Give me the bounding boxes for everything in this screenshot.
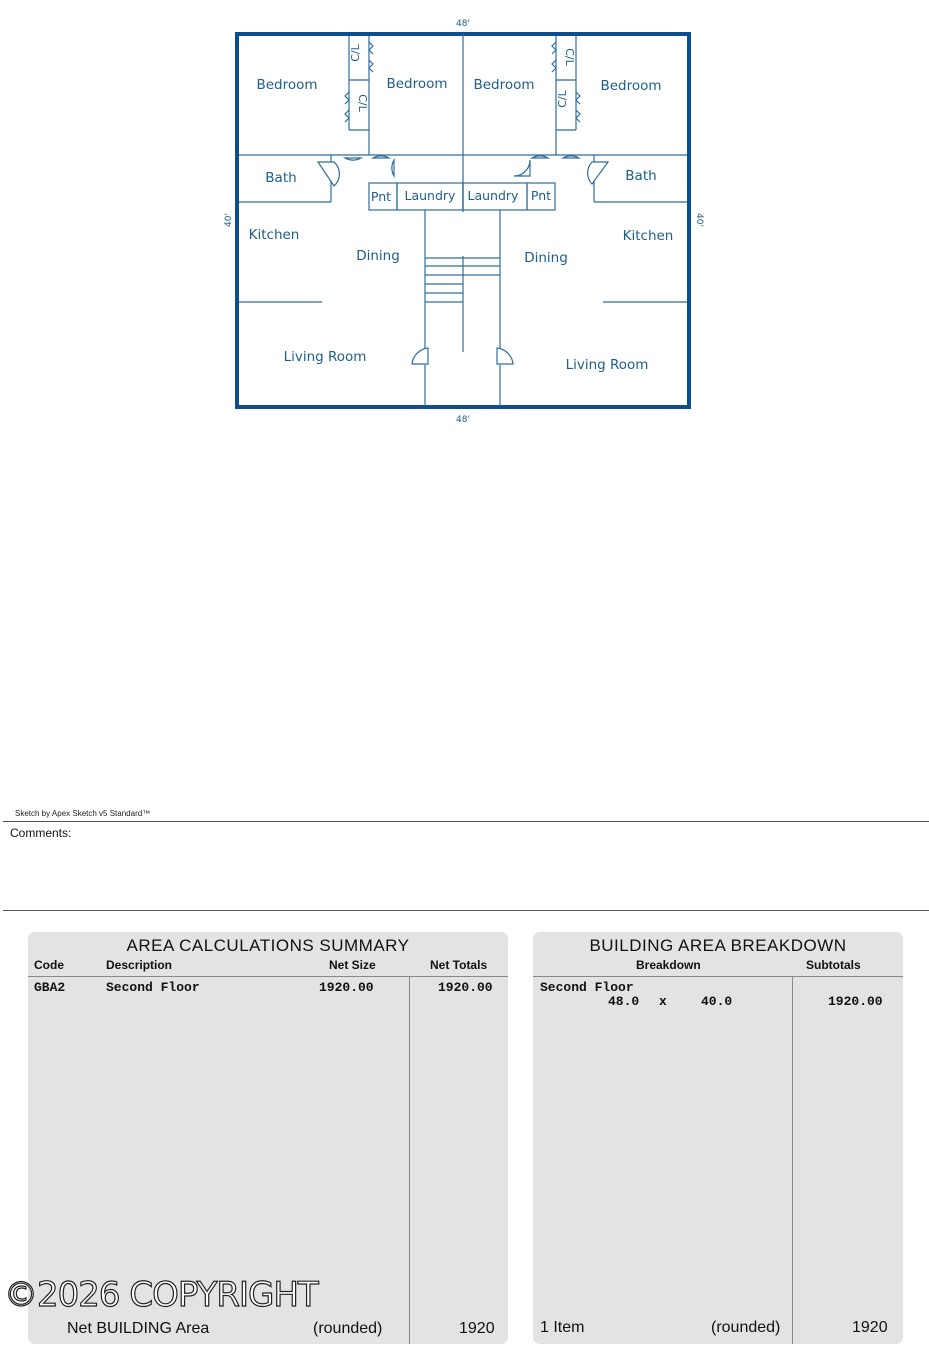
- room-label-laundry-right: Laundry: [467, 188, 519, 203]
- header-net-size: Net Size: [329, 958, 376, 972]
- breakdown-row-subtotal: 1920.00: [828, 994, 883, 1009]
- entry-door-right: [497, 348, 513, 364]
- door-bath-right: [588, 162, 608, 184]
- room-label-pantry-left: Pnt: [370, 189, 392, 204]
- door-laundry-right: [514, 160, 530, 176]
- area-breakdown-title: BUILDING AREA BREAKDOWN: [589, 936, 847, 955]
- breakdown-item-count: 1 Item: [540, 1319, 585, 1336]
- room-label-closet-2: C/L: [356, 94, 369, 112]
- door-bedroom-3: [532, 156, 548, 158]
- divider-bottom: [3, 910, 929, 911]
- header-code: Code: [34, 958, 64, 972]
- room-label-closet-4: C/L: [556, 90, 569, 108]
- breakdown-row-name: Second Floor: [540, 980, 634, 995]
- breakdown-row-operator: x: [659, 994, 667, 1009]
- room-label-bedroom-1: Bedroom: [256, 77, 318, 93]
- breakdown-row-dim-b: 40.0: [701, 994, 733, 1009]
- room-label-kitchen-right: Kitchen: [622, 228, 674, 244]
- entry-door-left: [412, 348, 428, 364]
- room-label-pantry-right: Pnt: [530, 188, 552, 203]
- header-breakdown: Breakdown: [636, 958, 701, 972]
- table-row-code: GBA2: [34, 980, 66, 995]
- header-rule: [533, 976, 903, 977]
- header-description: Description: [106, 958, 173, 972]
- room-label-closet-1: C/L: [349, 44, 362, 62]
- dimension-right: 40': [694, 213, 704, 227]
- header-subtotals: Subtotals: [806, 958, 861, 972]
- breakdown-rounded: (rounded): [711, 1319, 781, 1336]
- door-bedroom-4: [563, 156, 579, 158]
- door-bedroom-1: [345, 158, 361, 160]
- area-summary-title: AREA CALCULATIONS SUMMARY: [126, 936, 410, 955]
- room-label-living-right: Living Room: [565, 357, 649, 373]
- table-row-net-size: 1920.00: [319, 980, 374, 995]
- breakdown-total: 1920: [852, 1319, 888, 1336]
- room-label-dining-right: Dining: [524, 250, 568, 266]
- divider-top: [3, 821, 929, 822]
- room-label-laundry-left: Laundry: [404, 188, 456, 203]
- door-laundry-left: [392, 160, 394, 176]
- floor-plan-sketch: [0, 0, 929, 430]
- room-label-bath-right: Bath: [625, 168, 657, 184]
- table-row-description: Second Floor: [106, 980, 200, 995]
- room-label-bath-left: Bath: [265, 170, 297, 186]
- net-building-area-label: Net BUILDING Area: [67, 1320, 210, 1337]
- net-building-area-total: 1920: [459, 1320, 495, 1337]
- table-row-net-total: 1920.00: [438, 980, 493, 995]
- dimension-left: 40': [224, 213, 234, 227]
- room-label-closet-3: C/L: [563, 48, 576, 66]
- room-label-living-left: Living Room: [283, 349, 367, 365]
- net-building-area-rounded: (rounded): [313, 1320, 383, 1337]
- column-divider: [792, 976, 793, 1344]
- room-label-bedroom-2: Bedroom: [386, 76, 448, 92]
- dimension-top: 48': [456, 19, 470, 29]
- column-divider: [409, 976, 410, 1344]
- room-label-kitchen-left: Kitchen: [248, 227, 300, 243]
- room-label-bedroom-3: Bedroom: [473, 77, 535, 93]
- comments-label: Comments:: [10, 826, 72, 840]
- area-breakdown-panel: [533, 932, 903, 1344]
- door-bedroom-2: [373, 156, 389, 158]
- door-bath-left: [318, 162, 339, 186]
- sketch-credit: Sketch by Apex Sketch v5 Standard™: [15, 809, 151, 818]
- header-net-totals: Net Totals: [430, 958, 488, 972]
- dimension-bottom: 48': [456, 415, 470, 425]
- room-label-dining-left: Dining: [356, 248, 400, 264]
- copyright-watermark: ©2026 COPYRIGHT: [4, 1275, 318, 1315]
- breakdown-row-dim-a: 48.0: [608, 994, 640, 1009]
- header-rule: [28, 976, 508, 977]
- room-label-bedroom-4: Bedroom: [600, 78, 662, 94]
